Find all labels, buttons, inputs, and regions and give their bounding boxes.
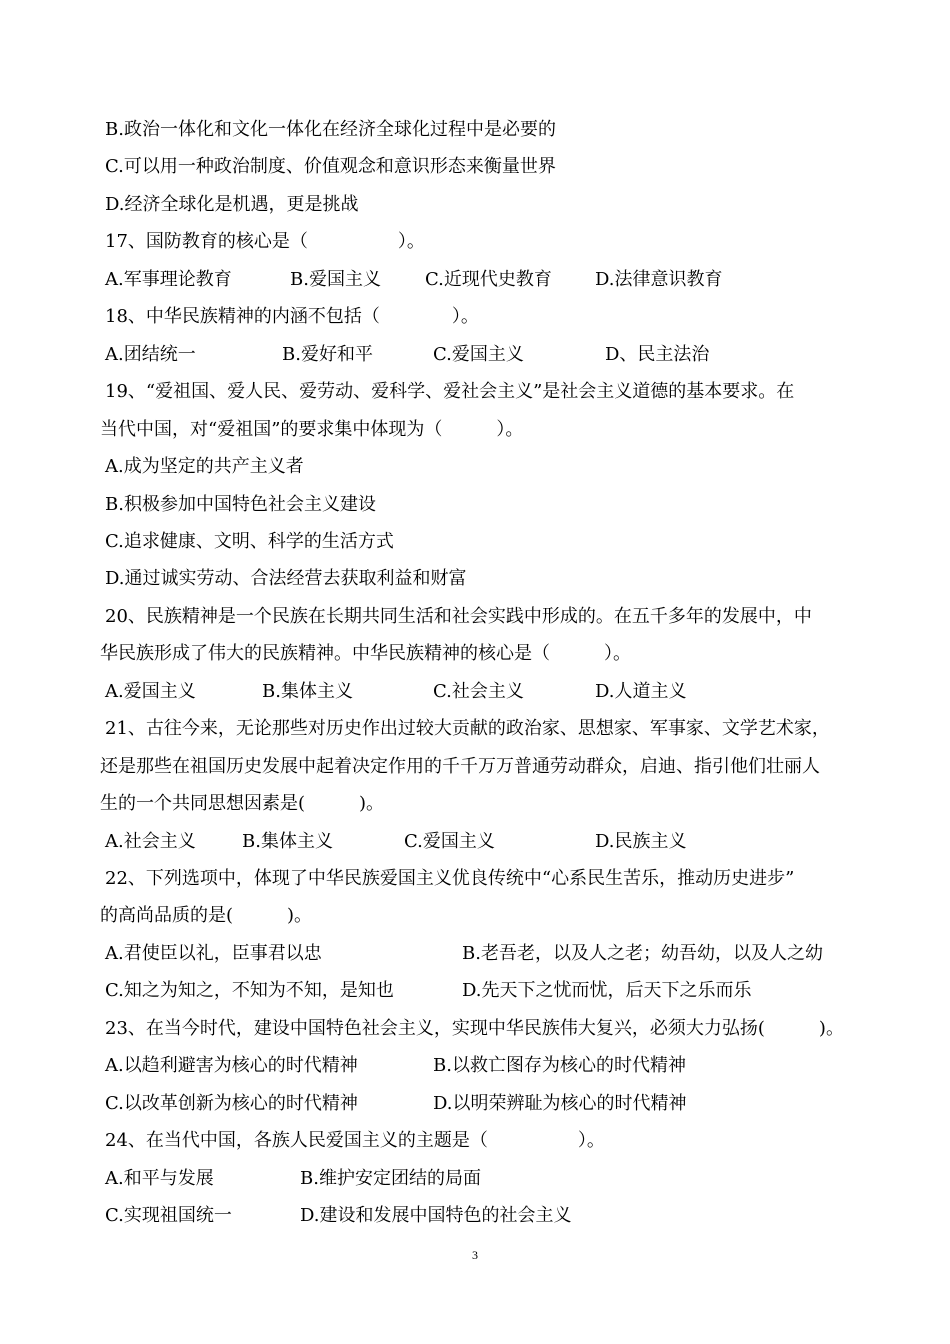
text-line: [0, 527, 950, 557]
option-text: A.团结统一: [105, 343, 196, 365]
line-text: 18、中华民族精神的内涵不包括（ ）。: [105, 306, 479, 328]
option-text: B.爱好和平: [282, 343, 373, 365]
line-text: 还是那些在祖国历史发展中起着决定作用的千千万万普通劳动群众，启迪、指引他们壮丽人: [100, 755, 820, 777]
option-text: C.社会主义: [433, 680, 524, 702]
text-line: [0, 340, 950, 370]
option-text: A.军事理论教育: [105, 268, 232, 290]
page-number: 3: [472, 1248, 478, 1262]
text-line: [0, 1201, 950, 1231]
line-text: D.通过诚实劳动、合法经营去获取利益和财富: [105, 568, 467, 590]
option-text: D.建设和发展中国特色的社会主义: [300, 1205, 572, 1227]
text-line: [0, 864, 950, 894]
text-line: [0, 564, 950, 594]
option-text: D.民族主义: [595, 830, 687, 852]
option-text: B.老吾老，以及人之老；幼吾幼，以及人之幼: [462, 942, 823, 964]
option-text: C.知之为知之，不知为不知，是知也: [105, 980, 394, 1002]
text-line: [0, 490, 950, 520]
option-text: C.以改革创新为核心的时代精神: [105, 1092, 358, 1114]
text-line: [0, 677, 950, 707]
option-text: B.以救亡图存为核心的时代精神: [433, 1055, 686, 1077]
line-text: 22、下列选项中，体现了中华民族爱国主义优良传统中“心系民生苦乐，推动历史进步”: [105, 868, 795, 889]
text-line: [0, 227, 950, 257]
line-text: 当代中国，对“爱祖国”的要求集中体现为（ ）。: [100, 418, 524, 440]
text-line: [0, 976, 950, 1006]
text-line: [0, 1164, 950, 1194]
line-text: 生的一个共同思想因素是( )。: [100, 793, 385, 815]
text-line: [0, 152, 950, 182]
option-text: D.人道主义: [595, 680, 687, 702]
option-text: B.爱国主义: [290, 268, 381, 290]
line-text: 24、在当代中国，各族人民爱国主义的主题是（ ）。: [105, 1130, 605, 1152]
text-line: [0, 302, 950, 332]
text-line: [0, 939, 950, 969]
text-line: [0, 752, 950, 782]
option-text: A.社会主义: [105, 830, 196, 852]
line-text: D.经济全球化是机遇，更是挑战: [105, 193, 359, 215]
option-text: C.实现祖国统一: [105, 1205, 232, 1227]
option-text: D.以明荣辨耻为核心的时代精神: [433, 1092, 687, 1114]
option-text: B.集体主义: [262, 680, 353, 702]
text-line: [0, 415, 950, 445]
line-text: 的高尚品质的是( )。: [100, 905, 313, 927]
option-text: A.爱国主义: [105, 680, 196, 702]
line-text: B.政治一体化和文化一体化在经济全球化过程中是必要的: [105, 119, 556, 140]
text-line: [0, 115, 950, 145]
text-line: [0, 452, 950, 482]
text-line: [0, 789, 950, 819]
option-text: C.近现代史教育: [425, 268, 552, 290]
option-text: B.集体主义: [242, 830, 333, 852]
line-text: B.积极参加中国特色社会主义建设: [105, 493, 376, 515]
line-text: 19、“爱祖国、爱人民、爱劳动、爱科学、爱社会主义”是社会主义道德的基本要求。在: [105, 381, 795, 403]
text-line: [0, 639, 950, 669]
line-text: C.追求健康、文明、科学的生活方式: [105, 530, 394, 552]
line-text: 23、在当今时代，建设中国特色社会主义，实现中华民族伟大复兴，必须大力弘扬( )。: [105, 1017, 844, 1039]
text-line: [0, 901, 950, 931]
text-line: [0, 1014, 950, 1044]
option-text: D.先天下之忧而忧，后天下之乐而乐: [462, 980, 752, 1002]
line-text: 17、国防教育的核心是（ ）。: [105, 231, 425, 253]
option-text: A.以趋利避害为核心的时代精神: [105, 1055, 358, 1077]
text-line: [0, 827, 950, 857]
option-text: D、民主法治: [605, 343, 710, 365]
option-text: C.爱国主义: [433, 343, 524, 365]
line-text: 21、古往今来，无论那些对历史作出过较大贡献的政治家、思想家、军事家、文学艺术家，: [105, 718, 830, 740]
text-line: [0, 265, 950, 295]
option-text: A.君使臣以礼，臣事君以忠: [105, 942, 322, 964]
text-line: [0, 1051, 950, 1081]
option-text: C.爱国主义: [404, 830, 495, 852]
text-line: [0, 1089, 950, 1119]
option-text: A.和平与发展: [105, 1167, 214, 1189]
text-line: [0, 190, 950, 220]
line-text: 华民族形成了伟大的民族精神。中华民族精神的核心是（ ）。: [100, 643, 631, 665]
text-line: [0, 377, 950, 407]
text-line: [0, 602, 950, 632]
text-line: [0, 714, 950, 744]
option-text: B.维护安定团结的局面: [300, 1167, 481, 1189]
line-text: C.可以用一种政治制度、价值观念和意识形态来衡量世界: [105, 156, 556, 178]
line-text: A.成为坚定的共产主义者: [105, 456, 304, 478]
line-text: 20、民族精神是一个民族在长期共同生活和社会实践中形成的。在五千多年的发展中，中: [105, 605, 812, 627]
text-line: [0, 1126, 950, 1156]
option-text: D.法律意识教育: [595, 268, 723, 290]
